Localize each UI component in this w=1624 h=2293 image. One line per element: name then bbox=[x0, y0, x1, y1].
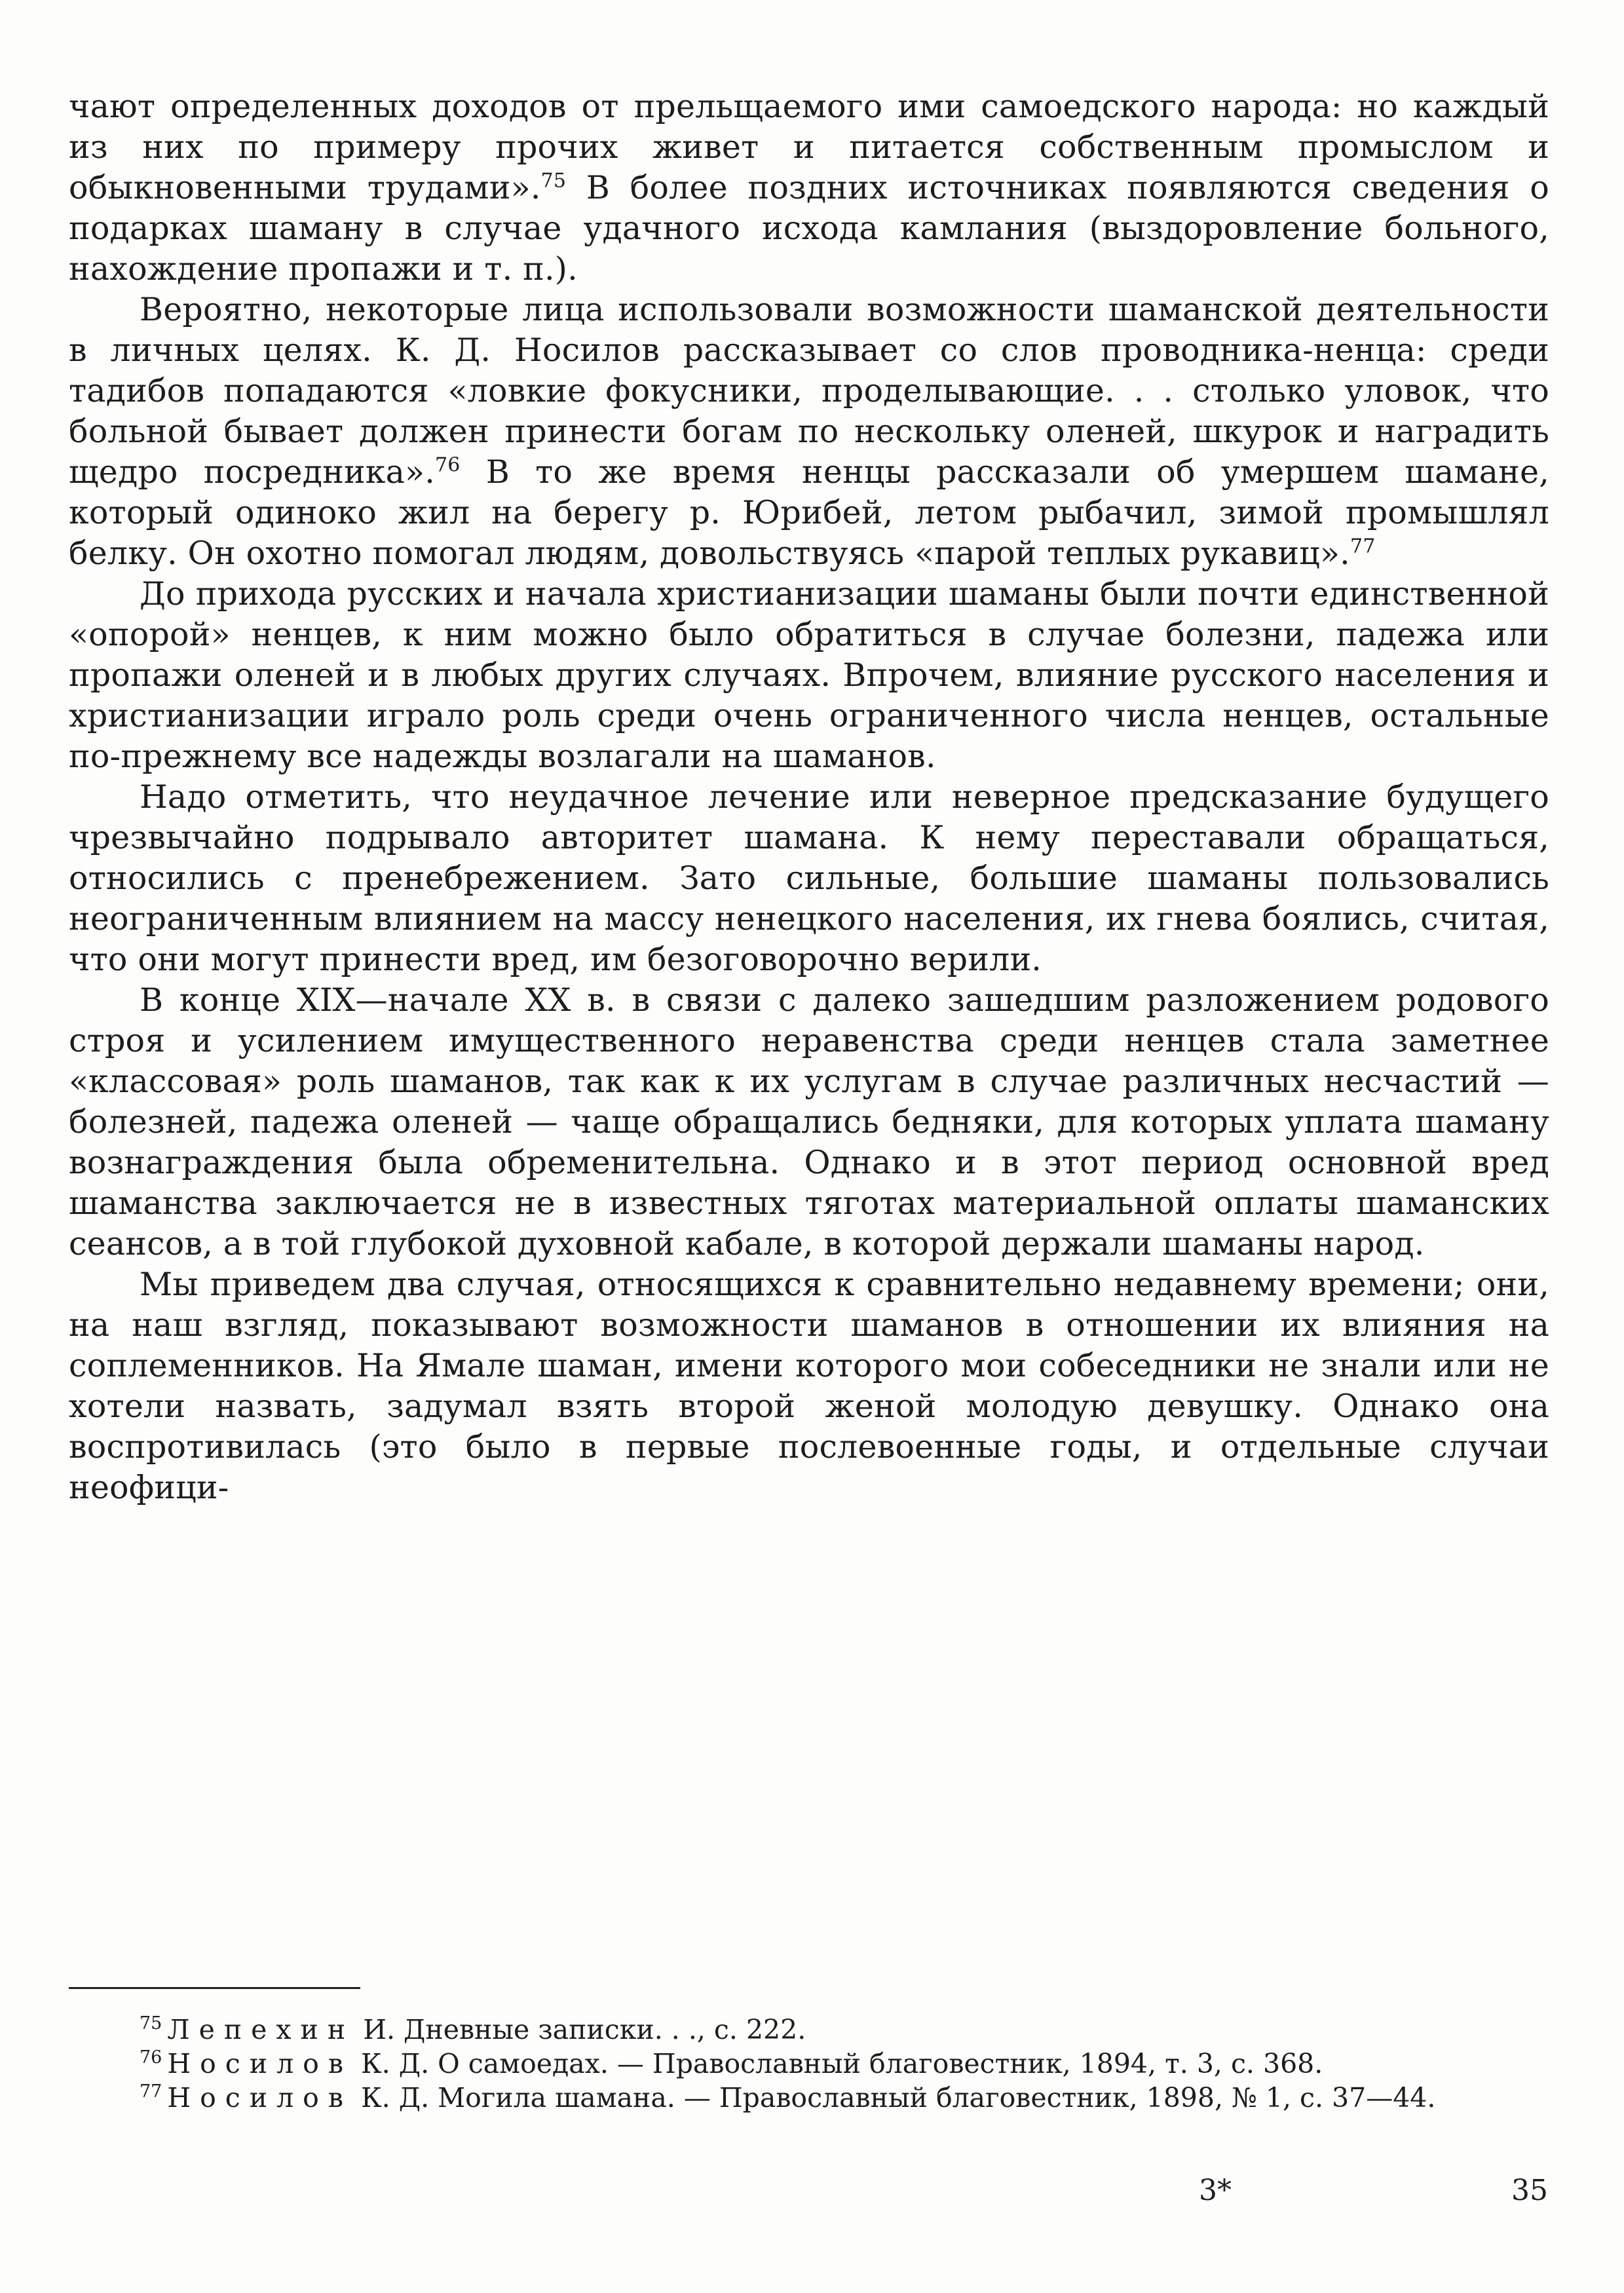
footnote-number: 77 bbox=[140, 2081, 162, 2102]
footnote-author: Лепехин bbox=[167, 2014, 355, 2045]
footnotes bbox=[69, 2013, 1549, 2115]
text-run: чают определенных доходов от прельщаемого ими самоедского народа: но каждый из них по примеру прочих живет и питается собственным промыслом и обыкновенными трудами». bbox=[69, 88, 1549, 206]
signature-mark: 3* bbox=[1199, 2174, 1232, 2207]
main-text bbox=[69, 86, 1549, 1508]
footnote-number: 75 bbox=[140, 2013, 162, 2034]
footnote bbox=[69, 2013, 1549, 2047]
text-run: В конце XIX—начале XX в. в связи с далеко зашедшим разложением родового строя и усилением имущественного неравенства среди ненцев стала заметнее «классовая» роль шаманов, так как к их услугам в случае различных несчастий — болезней, падежа оленей — чаще обращались бедняки, для которых уплата шаману вознаграждения была обременительна. Однако и в этот период основной вред шаманства заключается не в известных тяготах материальной оплаты шаманских сеансов, а в той глубокой духовной кабале, в которой держали шаманы народ. bbox=[69, 981, 1549, 1262]
footnote bbox=[69, 2047, 1549, 2081]
paragraph bbox=[69, 980, 1549, 1264]
footnote-citation: К. Д. О самоедах. — Православный благовестник, 1894, т. 3, с. 368. bbox=[352, 2048, 1323, 2079]
text-run: В то же время ненцы рассказали об умершем шамане, который одиноко жил на берегу р. Юрибей, летом рыбачил, зимой промышлял белку. Он охотно помогал людям, довольствуясь «парой теплых рукавиц». bbox=[69, 453, 1549, 572]
footnote-citation: К. Д. Могила шамана. — Православный благовестник, 1898, № 1, с. 37—44. bbox=[352, 2082, 1436, 2113]
footnote-ref: 75 bbox=[540, 169, 567, 193]
paragraph bbox=[69, 86, 1549, 290]
text-run: В более поздних источниках появляются сведения о подарках шаману в случае удачного исхода камлания (выздоровление больного, нахождение пропажи и т. п.). bbox=[69, 169, 1549, 288]
footnote-number: 76 bbox=[140, 2047, 162, 2068]
footnote bbox=[69, 2081, 1549, 2115]
paragraph bbox=[69, 777, 1549, 980]
page-number: 35 bbox=[1511, 2174, 1548, 2207]
footnote-divider bbox=[69, 1987, 360, 1989]
footnote-author: Носилов bbox=[167, 2082, 352, 2113]
paragraph bbox=[69, 290, 1549, 574]
footnote-citation: И. Дневные записки. . ., с. 222. bbox=[354, 2014, 806, 2045]
footnote-ref: 76 bbox=[435, 453, 461, 477]
text-run: До прихода русских и начала христианизации шаманы были почти единственной «опорой» ненцев, к ним можно было обратиться в случае болезни, падежа или пропажи оленей и в любых других случаях. Впрочем, влияние русского населения и христианизации играло роль среди очень ограниченного числа ненцев, остальные по-прежнему все надежды возлагали на шаманов. bbox=[69, 575, 1549, 775]
paragraph bbox=[69, 574, 1549, 777]
footnote-ref: 77 bbox=[1350, 535, 1376, 558]
text-run: Вероятно, некоторые лица использовали возможности шаманской деятельности в личных целях. К. Д. Носилов рассказывает со слов проводника-ненца: среди тадибов попадаются «ловкие фокусники, проделывающие. . . столько уловок, что больной бывает должен принести богам по нескольку оленей, шкурок и наградить щедро посредника». bbox=[69, 291, 1549, 491]
text-run: Надо отметить, что неудачное лечение или неверное предсказание будущего чрезвычайно подрывало авторитет шамана. К нему переставали обращаться, относились с пренебрежением. Зато сильные, большие шаманы пользовались неограниченным влиянием на массу ненецкого населения, их гнева боялись, считая, что они могут принести вред, им безоговорочно верили. bbox=[69, 778, 1549, 978]
footnote-author: Носилов bbox=[167, 2048, 352, 2079]
paragraph bbox=[69, 1264, 1549, 1508]
text-run: Мы приведем два случая, относящихся к сравнительно недавнему времени; они, на наш взгляд, показывают возможности шаманов в отношении их влияния на соплеменников. На Ямале шаман, имени которого мои собеседники не знали или не хотели назвать, задумал взять второй женой молодую девушку. Однако она воспротивилась (это было в первые послевоенные годы, и отдельные случаи неофици- bbox=[69, 1266, 1549, 1506]
